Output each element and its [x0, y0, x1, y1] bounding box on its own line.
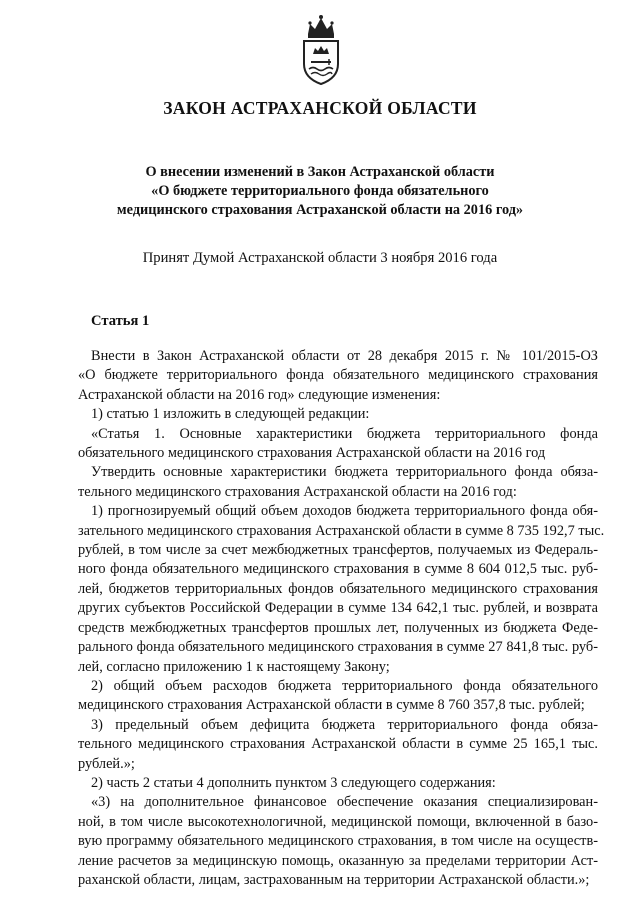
subtitle-line: медицинского страхования Астраханской области на 2016 год»	[116, 202, 524, 218]
body-line: медицинского страхования Астраханской области в сумме 8 760 357,8 тыс. рублей;	[78, 697, 585, 714]
body-line: обязательного медицинского страхования Астраханской области на 2016 год	[78, 445, 546, 462]
law-subtitle	[60, 163, 580, 220]
body-line: тельного медицинского страхования Астраханской области на 2016 год:	[78, 483, 517, 500]
body-line: вую программу обязательного медицинского страхования, в том числе на осуществ-	[78, 833, 598, 850]
body-line: 2) часть 2 статьи 4 дополнить пунктом 3 следующего содержания:	[91, 774, 496, 791]
body-line: лей, согласно приложению 1 к настоящему Закону;	[78, 658, 390, 675]
body-line: Утвердить основные характеристики бюджета территориального фонда обяза-	[91, 464, 598, 481]
body-line: ление расчетов за медицинскую помощь, оказанную за пределами территории Аст-	[78, 852, 598, 869]
body-line: рального фонда обязательного медицинского страхования в сумме 27 841,8 тыс. руб-	[78, 639, 598, 656]
article-body	[78, 347, 605, 890]
body-line: Внести в Закон Астраханской области от 28 декабря 2015 г. № 101/2015-ОЗ	[91, 348, 598, 364]
subtitle-line: О внесении изменений в Закон Астраханской области	[145, 164, 495, 180]
body-line: ной, в том числе высокотехнологичной, медицинской помощи, включенной в базо-	[78, 813, 598, 830]
body-line: тельного медицинского страхования Астраханской области в сумме 25 165,1 тыс.	[78, 736, 598, 753]
body-line: раханской области, лицам, застрахованным на территории Астраханской области.»;	[78, 871, 590, 888]
body-line: «Статья 1. Основные характеристики бюджета территориального фонда	[91, 425, 598, 442]
body-line: средств межбюджетных трансфертов прошлых лет, полученных из бюджета Феде-	[78, 619, 598, 636]
body-line: 2) общий объем расходов бюджета территориального фонда обязательного	[91, 677, 598, 694]
body-line: 3) предельный объем дефицита бюджета территориального фонда обяза-	[91, 716, 598, 733]
body-line: других субъектов Российской Федерации в сумме 134 642,1 тыс. рублей, и возврата	[78, 600, 598, 617]
body-line: «О бюджете территориального фонда обязательного медицинского страхования	[78, 367, 598, 384]
body-line: рублей, в том числе за счет межбюджетных трансфертов, получаемых из Федераль-	[78, 542, 598, 559]
body-line: ного фонда обязательного медицинского страхования в сумме 8 604 012,5 тыс. руб-	[78, 561, 598, 578]
body-line: зательного медицинского страхования Астраханской области в сумме 8 735 192,7 тыс.	[78, 522, 605, 539]
body-line: лей, бюджетов территориальных фондов обязательного медицинского страхования	[78, 580, 598, 597]
body-line: 1) статью 1 изложить в следующей редакции:	[91, 406, 370, 423]
coat-of-arms-icon	[296, 12, 346, 86]
body-line: Астраханской области на 2016 год» следующие изменения:	[78, 386, 441, 403]
adoption-note: Принят Думой Астраханской области 3 ноября 2016 года	[142, 250, 498, 266]
subtitle-line: «О бюджете территориального фонда обязательного	[151, 183, 489, 199]
body-line: рублей.»;	[78, 755, 135, 772]
body-line: 1) прогнозируемый общий объем доходов бюджета территориального фонда обя-	[91, 503, 598, 520]
article-heading: Статья 1	[91, 313, 150, 329]
body-line: «3) на дополнительное финансовое обеспечение оказания специализирован-	[91, 794, 598, 811]
law-title: ЗАКОН АСТРАХАНСКОЙ ОБЛАСТИ	[163, 98, 477, 118]
